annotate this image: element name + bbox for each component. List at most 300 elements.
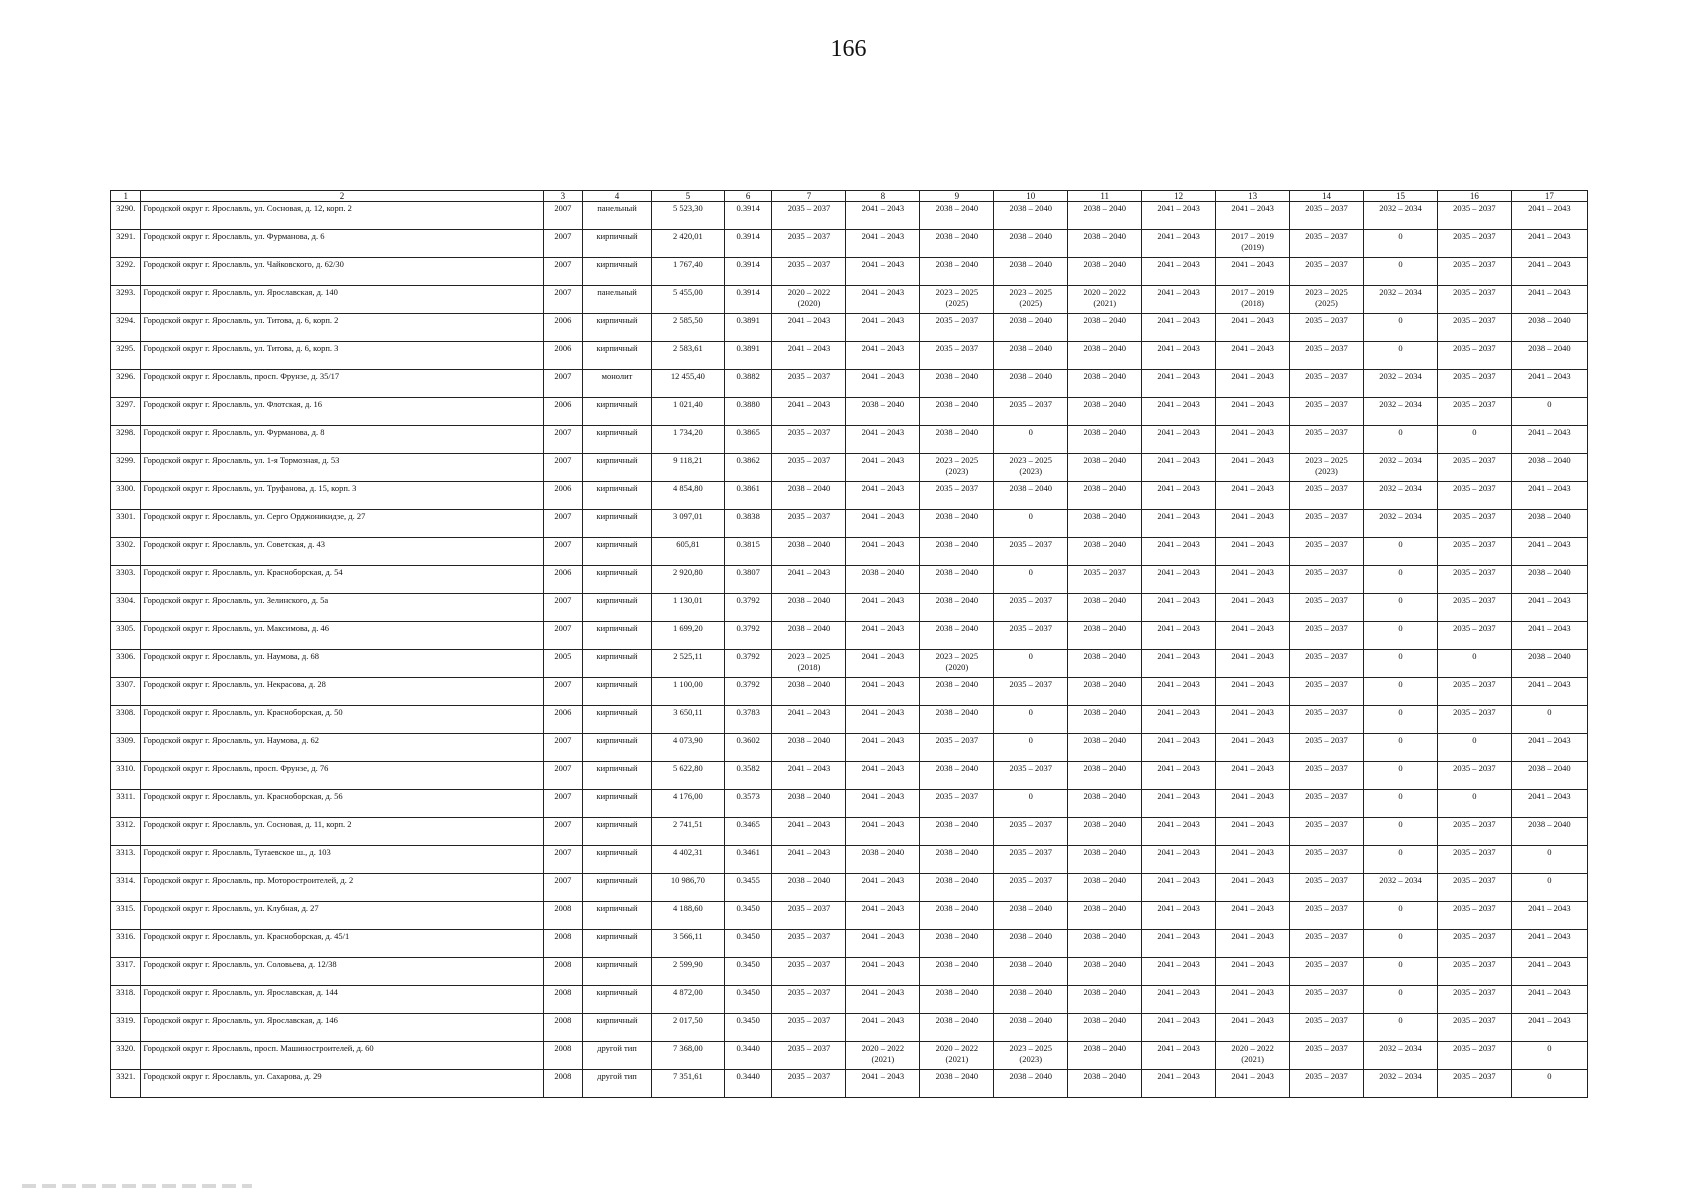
table-cell: 3317. [111, 958, 141, 986]
table-cell: 0.3450 [724, 986, 772, 1014]
table-cell: 2041 – 2043 [1511, 482, 1587, 510]
table-cell: 2041 – 2043 [1216, 1014, 1290, 1042]
table-cell: 2035 – 2037 [1290, 706, 1364, 734]
table-row [111, 314, 1588, 342]
table-row [111, 286, 1588, 314]
table-cell: 2041 – 2043 [1142, 958, 1216, 986]
table-row [111, 986, 1588, 1014]
table-cell: 3311. [111, 790, 141, 818]
table-cell: 2041 – 2043 [1216, 426, 1290, 454]
table-cell: 0 [1363, 342, 1437, 370]
table-cell: 0 [1363, 650, 1437, 678]
table-cell: 5 622,80 [651, 762, 724, 790]
table-cell: 3314. [111, 874, 141, 902]
table-cell: 2041 – 2043 [1216, 846, 1290, 874]
table-cell: 2007 [543, 874, 583, 902]
table-cell: 2038 – 2040 [1068, 706, 1142, 734]
column-header-12: 12 [1142, 191, 1216, 202]
table-cell: 605,81 [651, 538, 724, 566]
table-cell: 0.3880 [724, 398, 772, 426]
table-cell: 1 130,01 [651, 594, 724, 622]
table-cell: 2041 – 2043 [1142, 1014, 1216, 1042]
table-cell: 2041 – 2043 [846, 594, 920, 622]
table-cell: 10 986,70 [651, 874, 724, 902]
table-row [111, 958, 1588, 986]
table-cell: 2041 – 2043 [772, 566, 846, 594]
address-cell: Городской округ г. Ярославль, ул. Зелинского, д. 5а [141, 594, 543, 622]
table-cell: 2038 – 2040 [1068, 986, 1142, 1014]
table-cell: кирпичный [583, 678, 652, 706]
table-cell: 2041 – 2043 [846, 734, 920, 762]
table-row [111, 426, 1588, 454]
table-cell: 2035 – 2037 [1437, 398, 1511, 426]
table-cell: 1 699,20 [651, 622, 724, 650]
table-cell: 2023 – 2025 (2020) [920, 650, 994, 678]
table-cell: 2038 – 2040 [920, 706, 994, 734]
table-cell: 2038 – 2040 [920, 622, 994, 650]
table-cell: 2041 – 2043 [1511, 790, 1587, 818]
table-cell: 2007 [543, 510, 583, 538]
table-cell: 2007 [543, 846, 583, 874]
table-cell: 2035 – 2037 [772, 1042, 846, 1070]
table-cell: 2041 – 2043 [846, 230, 920, 258]
table-cell: 0.3792 [724, 650, 772, 678]
table-cell: 4 854,80 [651, 482, 724, 510]
address-cell: Городской округ г. Ярославль, ул. Ярославская, д. 146 [141, 1014, 543, 1042]
column-header-13: 13 [1216, 191, 1290, 202]
table-cell: 2041 – 2043 [1142, 342, 1216, 370]
address-cell: Городской округ г. Ярославль, ул. Флотская, д. 16 [141, 398, 543, 426]
table-cell: 2041 – 2043 [846, 370, 920, 398]
table-cell: 2041 – 2043 [1142, 734, 1216, 762]
table-cell: кирпичный [583, 734, 652, 762]
table-cell: 3296. [111, 370, 141, 398]
table-cell: 2041 – 2043 [1142, 902, 1216, 930]
table-cell: 2035 – 2037 [920, 314, 994, 342]
table-cell: 2041 – 2043 [1216, 566, 1290, 594]
column-header-1: 1 [111, 191, 141, 202]
table-cell: 2032 – 2034 [1363, 874, 1437, 902]
table-cell: 2032 – 2034 [1363, 1042, 1437, 1070]
table-cell: 2038 – 2040 [1068, 846, 1142, 874]
table-cell: 2038 – 2040 [920, 202, 994, 230]
table-cell: 2038 – 2040 [1068, 594, 1142, 622]
table-cell: 2041 – 2043 [1142, 286, 1216, 314]
table-cell: 2038 – 2040 [1068, 790, 1142, 818]
table-cell: 2041 – 2043 [1216, 958, 1290, 986]
table-cell: 2007 [543, 678, 583, 706]
column-header-5: 5 [651, 191, 724, 202]
table-cell: 2041 – 2043 [1142, 818, 1216, 846]
table-cell: 0.3582 [724, 762, 772, 790]
table-cell: 2035 – 2037 [1437, 1070, 1511, 1098]
address-cell: Городской округ г. Ярославль, просп. Фрунзе, д. 76 [141, 762, 543, 790]
table-cell: 2035 – 2037 [994, 622, 1068, 650]
table-cell: 3298. [111, 426, 141, 454]
table-row [111, 790, 1588, 818]
table-row [111, 930, 1588, 958]
table-cell: 2041 – 2043 [1216, 790, 1290, 818]
table-cell: 2041 – 2043 [1142, 482, 1216, 510]
table-cell: кирпичный [583, 566, 652, 594]
table-cell: 2035 – 2037 [920, 482, 994, 510]
table-cell: 12 455,40 [651, 370, 724, 398]
table-cell: 2038 – 2040 [920, 846, 994, 874]
table-cell: 2038 – 2040 [994, 258, 1068, 286]
table-cell: 0 [1511, 1042, 1587, 1070]
table-cell: 2035 – 2037 [772, 958, 846, 986]
address-cell: Городской округ г. Ярославль, ул. Сахарова, д. 29 [141, 1070, 543, 1098]
table-cell: 2035 – 2037 [1437, 678, 1511, 706]
table-cell: 2041 – 2043 [1216, 258, 1290, 286]
table-cell: кирпичный [583, 538, 652, 566]
table-cell: 2 599,90 [651, 958, 724, 986]
table-cell: 2035 – 2037 [1290, 566, 1364, 594]
table-cell: 0.3792 [724, 678, 772, 706]
table-cell: 2041 – 2043 [772, 398, 846, 426]
column-header-16: 16 [1437, 191, 1511, 202]
table-cell: 2035 – 2037 [1290, 762, 1364, 790]
table-cell: 2041 – 2043 [1216, 594, 1290, 622]
table-cell: 2035 – 2037 [772, 1070, 846, 1098]
table-cell: 2041 – 2043 [1511, 258, 1587, 286]
table-cell: 2038 – 2040 [1068, 398, 1142, 426]
table-row [111, 454, 1588, 482]
table-cell: 2007 [543, 286, 583, 314]
table-cell: 2007 [543, 426, 583, 454]
table-cell: 2041 – 2043 [1216, 398, 1290, 426]
table-row [111, 762, 1588, 790]
table-cell: 0 [994, 510, 1068, 538]
table-cell: 2035 – 2037 [1290, 930, 1364, 958]
table-cell: 0.3865 [724, 426, 772, 454]
table-cell: 0.3861 [724, 482, 772, 510]
table-cell: 2008 [543, 958, 583, 986]
table-cell: 2035 – 2037 [1437, 622, 1511, 650]
table-cell: 2 920,80 [651, 566, 724, 594]
table-cell: 2038 – 2040 [920, 762, 994, 790]
table-cell: 2041 – 2043 [1142, 930, 1216, 958]
table-cell: 0 [1363, 790, 1437, 818]
table-cell: 2038 – 2040 [920, 1014, 994, 1042]
table-cell: 3316. [111, 930, 141, 958]
table-cell: 3290. [111, 202, 141, 230]
table-cell: 2038 – 2040 [1068, 202, 1142, 230]
table-cell: 2035 – 2037 [920, 790, 994, 818]
table-cell: 2041 – 2043 [846, 650, 920, 678]
table-cell: 2041 – 2043 [1142, 874, 1216, 902]
table-cell: 2035 – 2037 [1437, 202, 1511, 230]
table-cell: 0 [1363, 426, 1437, 454]
table-cell: 2035 – 2037 [772, 258, 846, 286]
table-cell: 2017 – 2019 (2018) [1216, 286, 1290, 314]
table-cell: 2041 – 2043 [1142, 230, 1216, 258]
table-cell: 2008 [543, 930, 583, 958]
table-cell: 7 351,61 [651, 1070, 724, 1098]
table-cell: 2035 – 2037 [772, 986, 846, 1014]
table-cell: 0 [1363, 594, 1437, 622]
table-cell: кирпичный [583, 762, 652, 790]
table-cell: 2041 – 2043 [1511, 902, 1587, 930]
table-cell: 3313. [111, 846, 141, 874]
table-cell: 2035 – 2037 [1290, 342, 1364, 370]
address-cell: Городской округ г. Ярославль, ул. Ярославская, д. 140 [141, 286, 543, 314]
table-cell: 5 455,00 [651, 286, 724, 314]
table-cell: 3 566,11 [651, 930, 724, 958]
table-cell: 2038 – 2040 [1068, 930, 1142, 958]
table-cell: 2038 – 2040 [1511, 314, 1587, 342]
table-cell: 3294. [111, 314, 141, 342]
table-cell: 2038 – 2040 [920, 1070, 994, 1098]
table-cell: 2041 – 2043 [1142, 846, 1216, 874]
table-cell: 0 [1363, 230, 1437, 258]
table-cell: 2038 – 2040 [1068, 314, 1142, 342]
table-cell: 2041 – 2043 [846, 706, 920, 734]
table-cell: 0 [1437, 650, 1511, 678]
table-cell: 2041 – 2043 [846, 202, 920, 230]
table-row [111, 594, 1588, 622]
table-cell: 2041 – 2043 [846, 930, 920, 958]
table-cell: 2041 – 2043 [1511, 678, 1587, 706]
table-cell: 2041 – 2043 [1216, 930, 1290, 958]
table-cell: 2035 – 2037 [1437, 874, 1511, 902]
table-cell: 2023 – 2025 (2023) [994, 454, 1068, 482]
table-cell: 2041 – 2043 [1142, 202, 1216, 230]
table-cell: 0.3914 [724, 230, 772, 258]
table-cell: 2023 – 2025 (2025) [994, 286, 1068, 314]
table-cell: 0 [1511, 874, 1587, 902]
table-cell: 0 [1363, 1014, 1437, 1042]
table-cell: 2035 – 2037 [1290, 258, 1364, 286]
table-cell: 2041 – 2043 [772, 706, 846, 734]
table-cell: 2041 – 2043 [846, 510, 920, 538]
table-cell: 3306. [111, 650, 141, 678]
table-cell: 3292. [111, 258, 141, 286]
address-cell: Городской округ г. Ярославль, ул. Красноборская, д. 54 [141, 566, 543, 594]
table-cell: 2041 – 2043 [1142, 566, 1216, 594]
table-cell: 2041 – 2043 [1511, 958, 1587, 986]
table-cell: 2035 – 2037 [994, 818, 1068, 846]
table-cell: 2038 – 2040 [920, 986, 994, 1014]
table-cell: 2 525,11 [651, 650, 724, 678]
table-cell: 2038 – 2040 [1068, 454, 1142, 482]
table-cell: 2035 – 2037 [1437, 482, 1511, 510]
table-cell: 2038 – 2040 [1068, 818, 1142, 846]
table-cell: 2038 – 2040 [920, 594, 994, 622]
table-cell: 2041 – 2043 [1216, 342, 1290, 370]
table-cell: 2041 – 2043 [1216, 706, 1290, 734]
table-cell: 4 402,31 [651, 846, 724, 874]
table-cell: кирпичный [583, 874, 652, 902]
table-cell: 2007 [543, 230, 583, 258]
address-cell: Городской округ г. Ярославль, ул. Фурманова, д. 6 [141, 230, 543, 258]
table-cell: монолит [583, 370, 652, 398]
table-cell: панельный [583, 286, 652, 314]
table-cell: 2038 – 2040 [772, 734, 846, 762]
table-cell: 2035 – 2037 [1437, 930, 1511, 958]
table-cell: 2008 [543, 1070, 583, 1098]
table-cell: 2035 – 2037 [1290, 1014, 1364, 1042]
table-cell: кирпичный [583, 482, 652, 510]
table-cell: 9 118,21 [651, 454, 724, 482]
table-cell: 2032 – 2034 [1363, 202, 1437, 230]
table-cell: 3315. [111, 902, 141, 930]
table-cell: 2038 – 2040 [920, 902, 994, 930]
table-cell: 0.3792 [724, 622, 772, 650]
table-cell: 2020 – 2022 (2021) [1068, 286, 1142, 314]
table-cell: 2038 – 2040 [1068, 902, 1142, 930]
table-cell: 2038 – 2040 [994, 482, 1068, 510]
table-cell: 2038 – 2040 [994, 230, 1068, 258]
table-cell: кирпичный [583, 790, 652, 818]
table-cell: 2035 – 2037 [1290, 650, 1364, 678]
table-cell: 2041 – 2043 [1216, 370, 1290, 398]
table-cell: 2035 – 2037 [1290, 790, 1364, 818]
address-cell: Городской округ г. Ярославль, пр. Моторостроителей, д. 2 [141, 874, 543, 902]
table-cell: 0 [1437, 734, 1511, 762]
table-cell: 2007 [543, 818, 583, 846]
page-number: 166 [830, 36, 867, 62]
table-cell: 2023 – 2025 (2018) [772, 650, 846, 678]
address-cell: Городской округ г. Ярославль, ул. Титова, д. 6, корп. 3 [141, 342, 543, 370]
table-cell: 2035 – 2037 [1290, 874, 1364, 902]
table-cell: 3295. [111, 342, 141, 370]
table-cell: 2035 – 2037 [1437, 846, 1511, 874]
table-cell: 2038 – 2040 [846, 398, 920, 426]
table-cell: 2041 – 2043 [1511, 930, 1587, 958]
table-cell: 0 [1363, 818, 1437, 846]
table-cell: 3321. [111, 1070, 141, 1098]
address-cell: Городской округ г. Ярославль, ул. Советская, д. 43 [141, 538, 543, 566]
table-cell: 2035 – 2037 [1437, 902, 1511, 930]
table-cell: 2035 – 2037 [1290, 510, 1364, 538]
table-cell: 2035 – 2037 [1290, 314, 1364, 342]
table-cell: 2035 – 2037 [1290, 1070, 1364, 1098]
table-body [111, 202, 1588, 1098]
table-row [111, 622, 1588, 650]
table-row [111, 398, 1588, 426]
table-cell: 2041 – 2043 [1511, 426, 1587, 454]
table-cell: 2041 – 2043 [1142, 622, 1216, 650]
column-header-4: 4 [583, 191, 652, 202]
column-header-3: 3 [543, 191, 583, 202]
table-cell: 2038 – 2040 [1068, 762, 1142, 790]
table-cell: 3 097,01 [651, 510, 724, 538]
table-row [111, 538, 1588, 566]
table-cell: 3318. [111, 986, 141, 1014]
table-cell: 2038 – 2040 [1068, 258, 1142, 286]
table-cell: 2035 – 2037 [772, 454, 846, 482]
table-cell: 2035 – 2037 [1437, 986, 1511, 1014]
table-cell: 3319. [111, 1014, 141, 1042]
table-cell: 2041 – 2043 [846, 538, 920, 566]
table-cell: 0.3450 [724, 930, 772, 958]
address-cell: Городской округ г. Ярославль, ул. Наумова, д. 62 [141, 734, 543, 762]
table-cell: 2007 [543, 622, 583, 650]
table-cell: 3308. [111, 706, 141, 734]
table-cell: 2038 – 2040 [920, 566, 994, 594]
address-cell: Городской округ г. Ярославль, ул. Фурманова, д. 8 [141, 426, 543, 454]
table-cell: 2035 – 2037 [772, 426, 846, 454]
table-cell: 2038 – 2040 [1068, 734, 1142, 762]
table-cell: 4 872,00 [651, 986, 724, 1014]
table-cell: 0 [1363, 258, 1437, 286]
table-cell: 2035 – 2037 [1437, 510, 1511, 538]
table-row [111, 650, 1588, 678]
table-cell: 2007 [543, 594, 583, 622]
table-cell: 2041 – 2043 [846, 622, 920, 650]
column-header-17: 17 [1511, 191, 1587, 202]
address-cell: Городской округ г. Ярославль, просп. Фрунзе, д. 35/17 [141, 370, 543, 398]
table-cell: 2038 – 2040 [994, 958, 1068, 986]
column-header-9: 9 [920, 191, 994, 202]
table-cell: 2035 – 2037 [1437, 1014, 1511, 1042]
table-cell: 2007 [543, 762, 583, 790]
table-cell: 2035 – 2037 [1437, 314, 1511, 342]
table-cell: 2007 [543, 370, 583, 398]
table-cell: 0.3891 [724, 342, 772, 370]
table-cell: 2038 – 2040 [1511, 454, 1587, 482]
table-cell: 2032 – 2034 [1363, 454, 1437, 482]
table-row [111, 510, 1588, 538]
table-cell: 2041 – 2043 [1142, 790, 1216, 818]
table-cell: 2041 – 2043 [1511, 594, 1587, 622]
table-cell: 2041 – 2043 [1216, 650, 1290, 678]
table-cell: 2041 – 2043 [846, 454, 920, 482]
address-cell: Городской округ г. Ярославль, ул. Сосновая, д. 12, корп. 2 [141, 202, 543, 230]
table-cell: 2038 – 2040 [1511, 762, 1587, 790]
table-cell: 0 [1363, 314, 1437, 342]
table-cell: 0 [1363, 846, 1437, 874]
table-cell: 4 073,90 [651, 734, 724, 762]
table-cell: 2041 – 2043 [772, 314, 846, 342]
table-cell: 2020 – 2022 (2021) [846, 1042, 920, 1070]
table-cell: 2023 – 2025 (2023) [920, 454, 994, 482]
table-cell: 2041 – 2043 [1511, 230, 1587, 258]
table-cell: 0.3792 [724, 594, 772, 622]
table-cell: 2038 – 2040 [920, 258, 994, 286]
table-cell: 2032 – 2034 [1363, 370, 1437, 398]
table-cell: 2038 – 2040 [772, 790, 846, 818]
table-cell: 2038 – 2040 [772, 622, 846, 650]
table-cell: 2008 [543, 902, 583, 930]
table-cell: 2 017,50 [651, 1014, 724, 1042]
table-cell: 2035 – 2037 [994, 398, 1068, 426]
table-cell: 2006 [543, 566, 583, 594]
table-cell: 2006 [543, 342, 583, 370]
table-cell: 0 [1363, 986, 1437, 1014]
table-cell: 2038 – 2040 [1511, 650, 1587, 678]
table-cell: 2006 [543, 398, 583, 426]
table-cell: 1 021,40 [651, 398, 724, 426]
table-cell: 2035 – 2037 [1290, 958, 1364, 986]
table-cell: 2035 – 2037 [1437, 342, 1511, 370]
table-cell: 2035 – 2037 [1437, 538, 1511, 566]
table-cell: 2041 – 2043 [1142, 706, 1216, 734]
table-cell: 2038 – 2040 [772, 538, 846, 566]
table-cell: 3320. [111, 1042, 141, 1070]
table-cell: 2041 – 2043 [1216, 874, 1290, 902]
table-cell: 2 741,51 [651, 818, 724, 846]
table-cell: 2020 – 2022 (2021) [920, 1042, 994, 1070]
address-cell: Городской округ г. Ярославль, ул. Серго Орджоникидзе, д. 27 [141, 510, 543, 538]
column-header-14: 14 [1290, 191, 1364, 202]
column-header-15: 15 [1363, 191, 1437, 202]
table-cell: 2008 [543, 986, 583, 1014]
address-cell: Городской округ г. Ярославль, Тутаевское ш., д. 103 [141, 846, 543, 874]
table-cell: 2041 – 2043 [1216, 482, 1290, 510]
table-cell: 2032 – 2034 [1363, 1070, 1437, 1098]
